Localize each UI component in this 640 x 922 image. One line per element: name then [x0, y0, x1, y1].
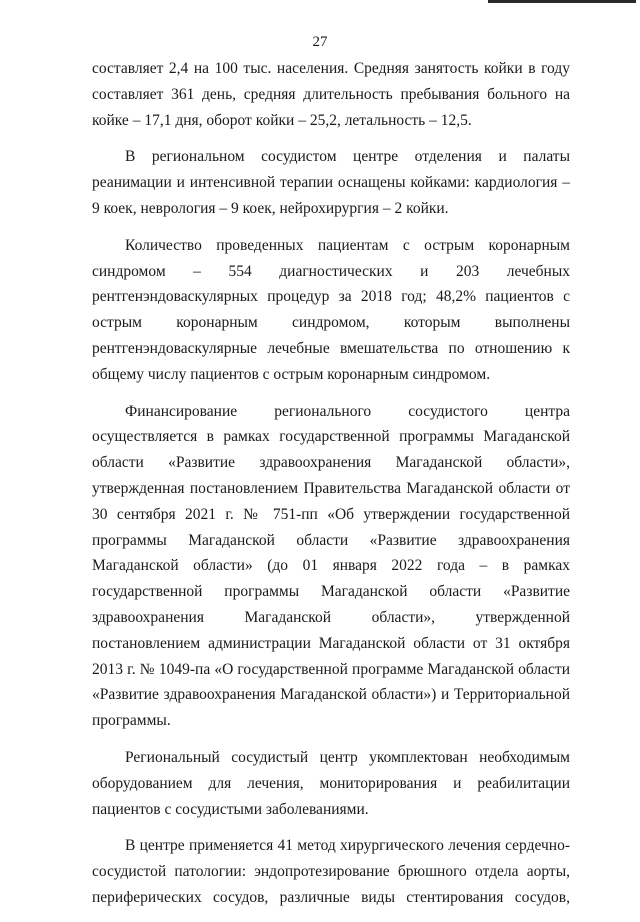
paragraph-bed-statistics: составляет 2,4 на 100 тыс. населения. Средняя занятость койки в году составляет 361 день, средняя длительность пребывания больного на койке – 17,1 дня, оборот койки – 25,2, летальность – 12,5.: [92, 60, 570, 129]
paragraph-surgical-methods: В центре применяется 41 метод хирургического лечения сердечно-сосудистой патологии: эндопротезирование брюшного отдела аорты, периферических сосудов, различные виды стентирования сосудов,: [92, 837, 570, 906]
scan-edge-mark: [488, 0, 636, 3]
document-body: [92, 56, 570, 922]
page-number: 27: [312, 34, 328, 50]
paragraph-equipment: Региональный сосудистый центр укомплектован необходимым оборудованием для лечения, мониторирования и реабилитации пациентов с сосудистыми заболеваниями.: [92, 748, 570, 818]
paragraph-financing: Финансирование регионального сосудистого центра осуществляется в рамках государственной программы Магаданской области «Развитие здравоохранения Магаданской области», утвержденная постановлением Правительства Магаданской области от 30 сентября 2021 г. № 751-пп «Об утверждении государственной программы Магаданской области «Развитие здравоохранения Магаданской области» (до 01 января 2022 года – в рамках государственной программы Магаданской области «Развитие здравоохранения Магаданской области», утвержденной постановлением администрации Магаданской области от 31 октября 2013 г. № 1049-па «О государственной программе Магаданской области «Развитие здравоохранения Магаданской области») и Территориальной программы.: [92, 402, 570, 730]
paragraph-coronary-procedures: Количество проведенных пациентам с острым коронарным синдромом – 554 диагностических и 203 лечебных рентгенэндоваскулярных процедур за 2018 год; 48,2% пациентов с острым коронарным синдромом, которым выполнены рентгенэндоваскулярные лечебные вмешательства по отношению к общему числу пациентов с острым коронарным синдромом.: [92, 236, 570, 383]
paragraph-icu-beds: В региональном сосудистом центре отделения и палаты реанимации и интенсивной терапии оснащены койками: кардиология – 9 коек, неврология – 9 коек, нейрохирургия – 2 койки.: [92, 148, 570, 217]
